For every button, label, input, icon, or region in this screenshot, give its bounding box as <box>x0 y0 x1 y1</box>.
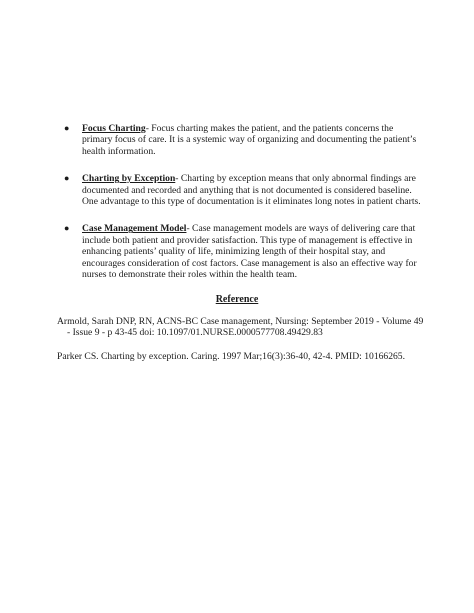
definition-case-management-model: - Case management models are ways of delivering care that include both patient and provider satisfaction. This type of management is effective in enhancing patients’ quality of life, minimizing length of their hospital stay, and encourages consideration of cost factors. Case management is also an effective way for nurses to demonstrate their roles within the health team. <box>82 223 417 281</box>
bullet-icon: ● <box>64 223 70 234</box>
definition-charting-by-exception: - Charting by exception means that only abnormal findings are documented and recorded and anything that is not documented is considered baseline. One advantage to this type of documentation is it eliminates long notes in patient charts. <box>82 173 421 208</box>
term-charting-by-exception: Charting by Exception <box>82 173 176 185</box>
term-case-management-model: Case Management Model <box>82 223 187 235</box>
reference-entry-armold: Armold, Sarah DNP, RN, ACNS-BC Case management, Nursing: September 2019 - Volume 49 - Issue 9 - p 43-45 doi: 10.1097/01.NURSE.0000577708.49429.83 <box>57 316 424 339</box>
reference-list <box>57 316 427 374</box>
definitions-list <box>64 123 424 296</box>
reference-entry-parker: Parker CS. Charting by exception. Caring. 1997 Mar;16(3):36-40, 42-4. PMID: 10166265. <box>57 350 405 362</box>
list-item-charting-by-exception <box>64 173 424 207</box>
reference-heading: Reference <box>215 294 259 305</box>
list-item-case-management-model <box>64 223 424 280</box>
list-item-focus-charting <box>64 123 424 157</box>
definition-focus-charting: - Focus charting makes the patient, and the patients concerns the primary focus of care. It is a systemic way of organizing and documenting the patient’s health information. <box>82 123 417 157</box>
bullet-icon: ● <box>64 173 70 184</box>
bullet-icon: ● <box>64 123 70 133</box>
term-focus-charting: Focus Charting <box>82 123 146 134</box>
